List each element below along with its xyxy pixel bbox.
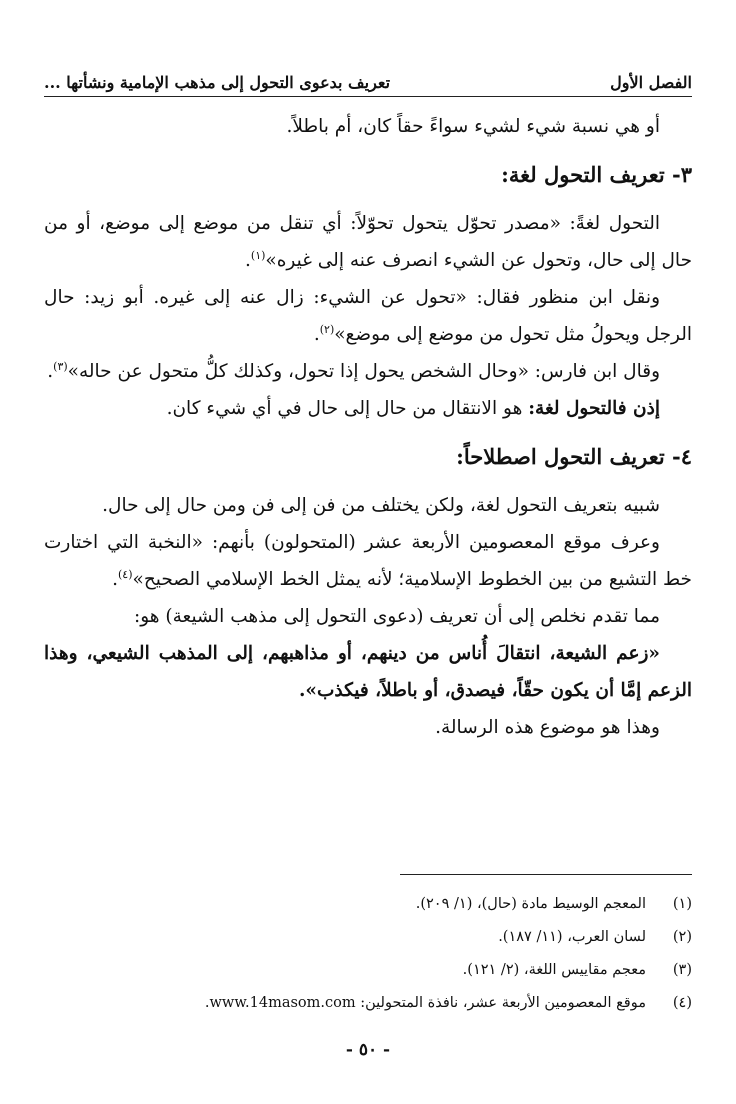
footnote-ref-3[interactable]: (٣) bbox=[53, 359, 68, 373]
section-3-heading: ٣- تعريف التحول لغة: bbox=[501, 162, 692, 187]
page-number: - ٥٠ - bbox=[345, 1040, 391, 1060]
footnote bbox=[44, 987, 692, 1020]
chapter-title: الفصل الأول bbox=[610, 73, 692, 92]
footnotes bbox=[44, 888, 692, 1020]
footnote-text: موقع المعصومين الأربعة عشر، نافذة المتحولين: www.14masom.com. bbox=[204, 995, 646, 1011]
footnote-number: (٤) bbox=[672, 995, 692, 1011]
footnote bbox=[44, 921, 692, 954]
footnote-number: (٢) bbox=[672, 929, 692, 945]
paragraph-3-text: ونقل ابن منظور فقال: «تحول عن الشيء: زال عنه إلى غيره. أبو زيد: حال الرجل ويحولُ مثل تحول من موضع إلى موضع» bbox=[44, 287, 692, 345]
running-header bbox=[44, 62, 692, 97]
footnote-text: معجم مقاييس اللغة، (٢/ ١٢١). bbox=[462, 962, 646, 978]
main-text bbox=[44, 108, 692, 746]
paragraph-10: وهذا هو موضوع هذه الرسالة. bbox=[435, 717, 660, 738]
paragraph-6: شبيه بتعريف التحول لغة، ولكن يختلف من فن إلى فن ومن حال إلى حال. bbox=[102, 495, 660, 516]
paragraph-3: ونقل ابن منظور فقال: «تحول عن الشيء: زال عنه إلى غيره. أبو زيد: حال الرجل ويحولُ مثل تحول من موضع إلى موضع»$^{(٢)}$. bbox=[44, 287, 692, 345]
running-topic: تعريف بدعوى التحول إلى مذهب الإمامية ونشأتها ... bbox=[44, 73, 391, 92]
paragraph-2: التحول لغةً: «مصدر تحوّل يتحول تحوّلاً: أي تنقل من موضع إلى موضع، أو من حال إلى حال، وتحول عن الشيء انصرف عنه إلى غيره»$^{(١)}$. bbox=[44, 213, 692, 271]
paragraph-4: وقال ابن فارس: «وحال الشخص يحول إذا تحول، وكذلك كلُّ متحول عن حاله»$^{(٣)}$. bbox=[47, 359, 660, 382]
paragraph-1: أو هي نسبة شيء لشيء سواءً حقاً كان، أم باطلاً. bbox=[286, 116, 660, 137]
paragraph-8: مما تقدم نخلص إلى أن تعريف (دعوى التحول إلى مذهب الشيعة) هو: bbox=[133, 606, 660, 627]
footnote-text: المعجم الوسيط مادة (حال)، (١/ ٢٠٩). bbox=[415, 896, 646, 912]
paragraph-7: وعرف موقع المعصومين الأربعة عشر (المتحولون) بأنهم: «النخبة التي اختارت خط التشيع من بين الخطوط الإسلامية؛ لأنه يمثل الخط الإسلامي الصحيح»$^{(٤)}$. bbox=[44, 532, 692, 590]
definition-quote: «زعم الشيعة، انتقالَ أُناس من دينهم، أو مذاهبهم، إلى المذهب الشيعي، وهذا الزعم إمَّا أن يكون حقّاً، فيصدق، أو باطلاً، فيكذب». bbox=[44, 643, 692, 701]
paragraph-5-lead: إذن فالتحول لغة: bbox=[528, 398, 660, 419]
section-4-heading: ٤- تعريف التحول اصطلاحاً: bbox=[456, 444, 692, 469]
footnote-ref-2[interactable]: (٢) bbox=[319, 322, 335, 336]
footnote-ref-1[interactable]: (١) bbox=[250, 248, 266, 262]
paragraph-7-text: وعرف موقع المعصومين الأربعة عشر (المتحولون) بأنهم: «النخبة التي اختارت خط التشيع من بين الخطوط الإسلامية؛ لأنه يمثل الخط الإسلامي الصحيح» bbox=[44, 532, 692, 590]
footnote bbox=[44, 954, 692, 987]
paragraph-5 bbox=[44, 390, 692, 427]
footnote-text: لسان العرب، (١١/ ١٨٧). bbox=[498, 929, 646, 945]
footnote-ref-4[interactable]: (٤) bbox=[118, 567, 133, 581]
footnote-divider bbox=[400, 874, 692, 875]
paragraph-4-text: وقال ابن فارس: «وحال الشخص يحول إذا تحول، وكذلك كلُّ متحول عن حاله» bbox=[67, 361, 660, 382]
footnote-number: (١) bbox=[672, 896, 692, 912]
footnote bbox=[44, 888, 692, 921]
footnote-number: (٣) bbox=[672, 962, 692, 978]
paragraph-2-text: التحول لغةً: «مصدر تحوّل يتحول تحوّلاً: أي تنقل من موضع إلى موضع، أو من حال إلى حال، وتحول عن الشيء انصرف عنه إلى غيره» bbox=[44, 213, 692, 271]
paragraph-5-text: هو الانتقال من حال إلى حال في أي شيء كان. bbox=[166, 398, 529, 419]
